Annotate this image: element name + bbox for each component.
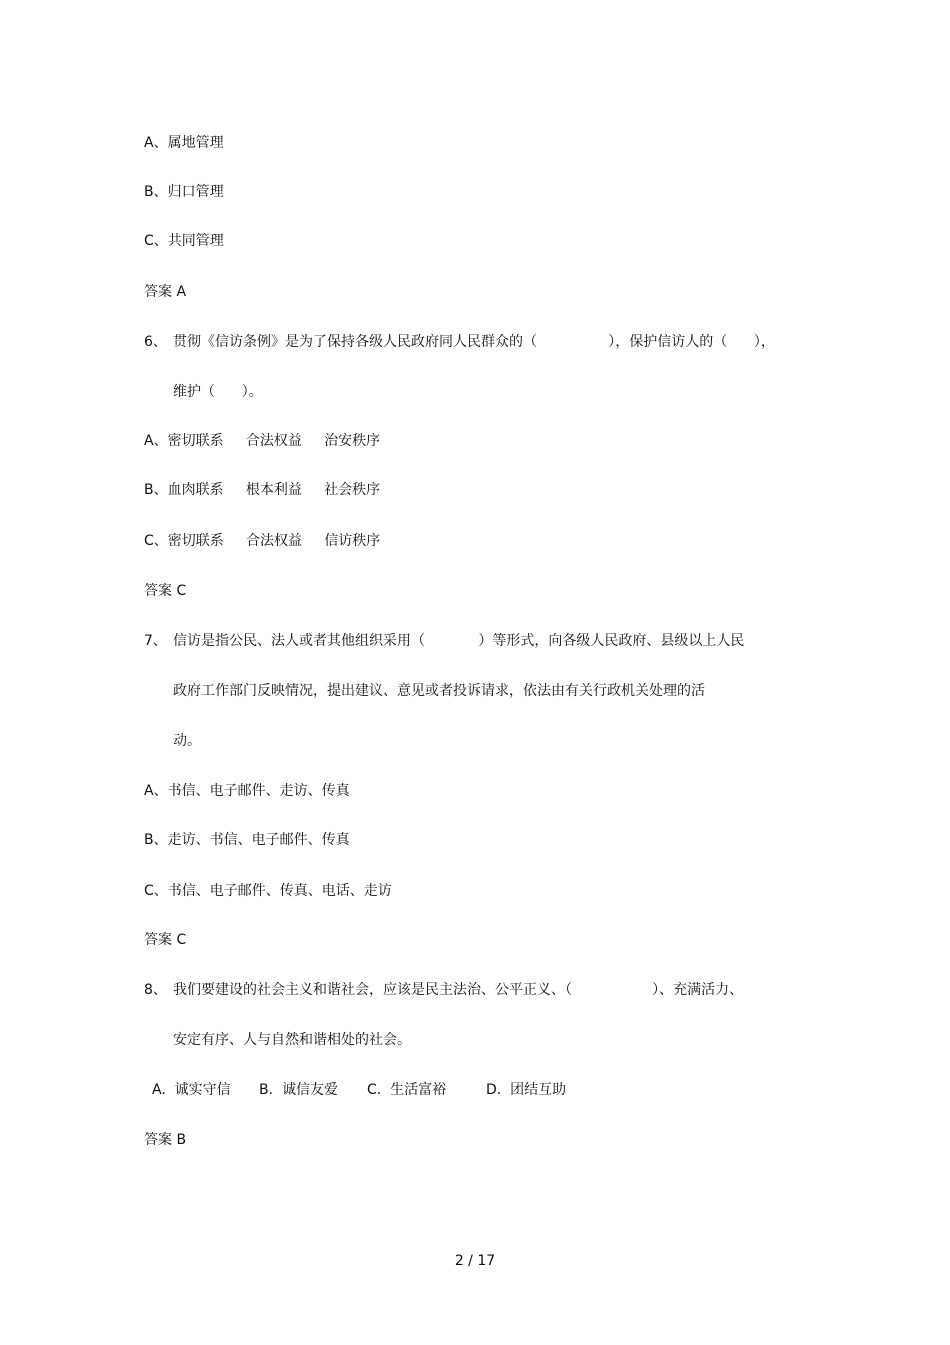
question-text-continued: 维护（ ）。 <box>173 384 263 400</box>
option-b: B. 诚信友爱 <box>259 1082 338 1098</box>
page-indicator: 2 / 17 <box>454 1253 496 1269</box>
option-b: B、走访、书信、电子邮件、传真 <box>144 832 350 848</box>
answer: 答案 B <box>144 1132 187 1148</box>
question-number: 7、 <box>144 633 167 649</box>
option-a: A、密切联系 合法权益 治安秩序 <box>144 433 381 449</box>
question-text-continued: 安定有序、人与自然和谐相处的社会。 <box>173 1032 411 1048</box>
question-text: 我们要建设的社会主义和谐社会，应该是民主法治、公平正义、（ ）、充满活力、 <box>173 982 744 998</box>
question-number: 8、 <box>144 982 167 998</box>
question-text-continued: 动。 <box>173 733 201 749</box>
option-a: A、属地管理 <box>144 135 224 151</box>
option-c: C、密切联系 合法权益 信访秩序 <box>144 533 381 549</box>
option-b: B、血肉联系 根本利益 社会秩序 <box>144 482 381 498</box>
answer: 答案 A <box>144 284 187 300</box>
answer: 答案 C <box>144 583 187 599</box>
question-number: 6、 <box>144 334 167 350</box>
option-c: C、共同管理 <box>144 233 224 249</box>
answer: 答案 C <box>144 932 187 948</box>
option-c: C. 生活富裕 <box>367 1082 447 1098</box>
question-text: 贯彻《信访条例》是为了保持各级人民政府同人民群众的（ ），保护信访人的（ ）， <box>173 334 775 350</box>
option-c: C、书信、电子邮件、传真、电话、走访 <box>144 883 392 899</box>
option-b: B、归口管理 <box>144 184 224 200</box>
question-text: 信访是指公民、法人或者其他组织采用（ ）等形式，向各级人民政府、县级以上人民 <box>173 633 745 649</box>
option-a: A、书信、电子邮件、走访、传真 <box>144 783 350 799</box>
option-d: D. 团结互助 <box>486 1082 567 1098</box>
question-text-continued: 政府工作部门反映情况，提出建议、意见或者投诉请求，依法由有关行政机关处理的活 <box>173 683 705 699</box>
option-a: A. 诚实守信 <box>152 1082 231 1098</box>
